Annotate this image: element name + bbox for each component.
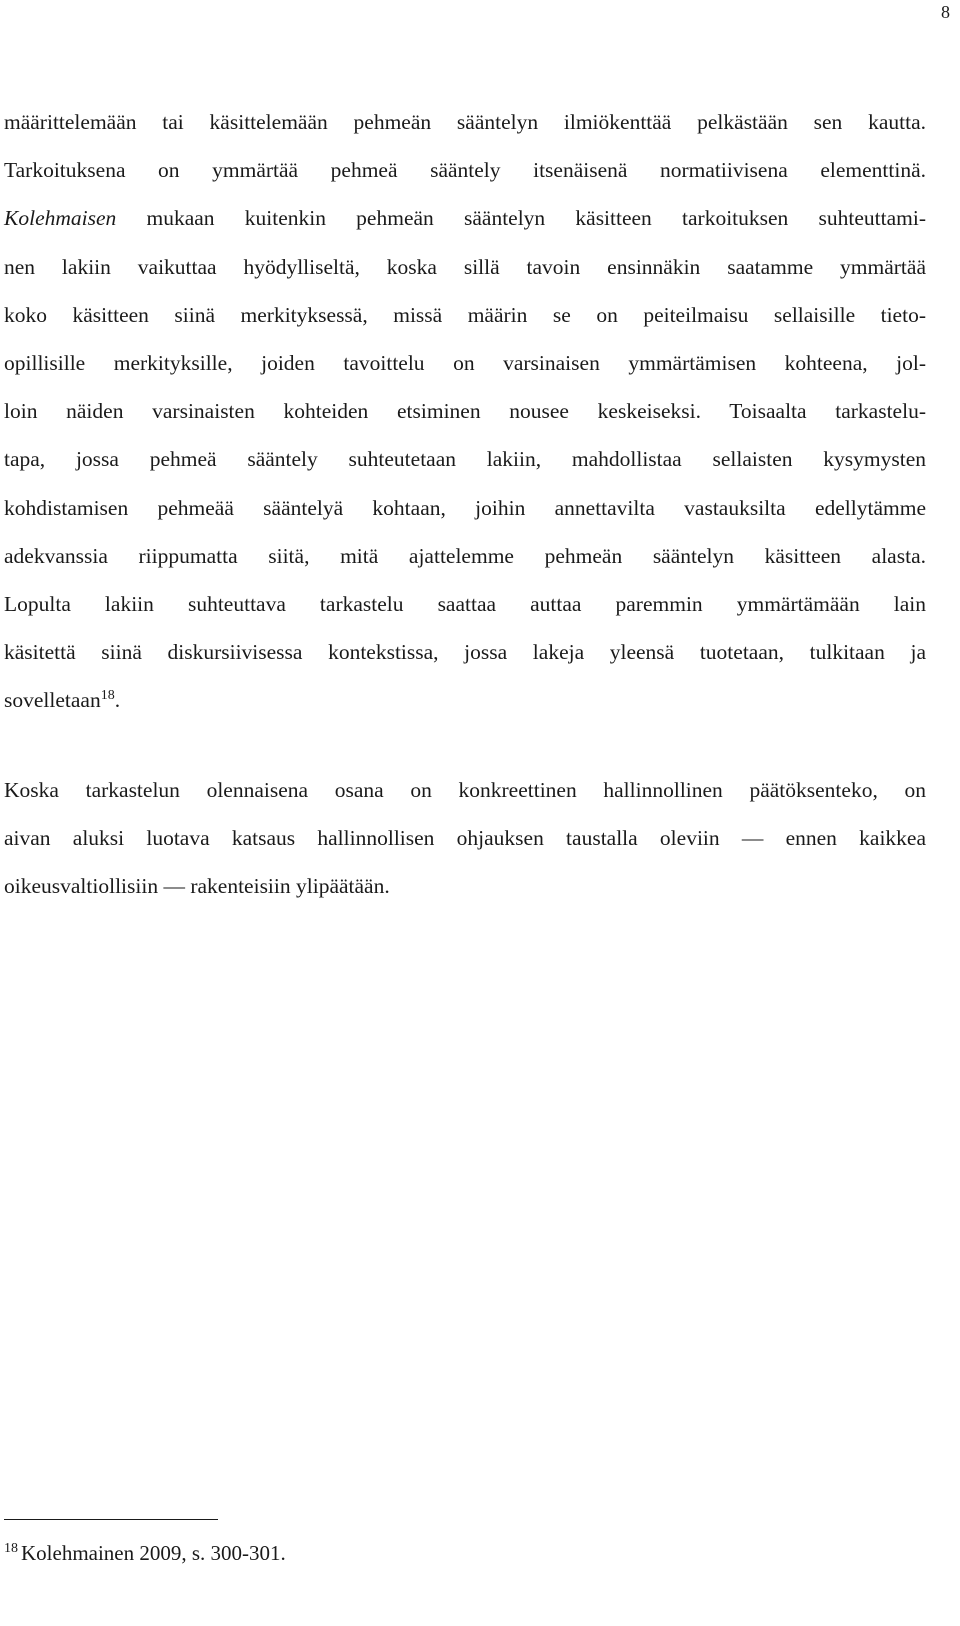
last-word: sovelletaan bbox=[4, 688, 101, 713]
text-line-rest: mukaan kuitenkin pehmeän sääntelyn käsitteen tarkoituksen suhteuttami- bbox=[116, 206, 926, 231]
footnote bbox=[4, 1538, 286, 1572]
text-line: määrittelemään tai käsittelemään pehmeän sääntelyn ilmiökenttää pelkästään sen kautta. bbox=[4, 110, 926, 134]
text-line: käsitettä siinä diskursiivisessa kontekstissa, jossa lakeja yleensä tuotetaan, tulkitaan ja bbox=[4, 640, 926, 665]
text-line: nen lakiin vaikuttaa hyödylliseltä, koska sillä tavoin ensinnäkin saatamme ymmärtää bbox=[4, 254, 926, 279]
text-line: koko käsitteen siinä merkityksessä, missä määrin se on peiteilmaisu sellaisille tieto- bbox=[4, 302, 926, 327]
text-line: kohdistamisen pehmeää sääntelyä kohtaan, joihin annettavilta vastauksilta edellytämme bbox=[4, 495, 926, 520]
text-line: Koska tarkastelun olennaisena osana on konkreettinen hallinnollinen päätöksenteko, on bbox=[4, 778, 926, 802]
body-paragraph-1 bbox=[4, 98, 926, 724]
text-line: tapa, jossa pehmeä sääntely suhteutetaan lakiin, mahdollistaa sellaisten kysymysten bbox=[4, 447, 926, 472]
text-line: oikeusvaltiollisiin — rakenteisiin ylipäätään. bbox=[4, 874, 390, 899]
text-line: adekvanssia riippumatta siitä, mitä ajattelemme pehmeän sääntelyn käsitteen alasta. bbox=[4, 543, 926, 568]
text-line bbox=[4, 194, 926, 242]
text-line: Tarkoituksena on ymmärtää pehmeä sääntely itsenäisenä normatiivisena elementtinä. bbox=[4, 158, 926, 183]
text-line: opillisille merkityksille, joiden tavoittelu on varsinaisen ymmärtämisen kohteena, jol- bbox=[4, 350, 926, 375]
body-paragraph-2 bbox=[4, 766, 926, 911]
footnote-text: Kolehmainen 2009, s. 300-301. bbox=[21, 1541, 286, 1565]
period: . bbox=[114, 688, 121, 713]
page-number: 8 bbox=[941, 2, 950, 22]
text-line: aivan aluksi luotava katsaus hallinnollisen ohjauksen taustalla oleviin — ennen kaikkea bbox=[4, 826, 926, 851]
text-line: Lopulta lakiin suhteuttava tarkastelu saattaa auttaa paremmin ymmärtämään lain bbox=[4, 591, 926, 616]
footnote-divider bbox=[4, 1519, 218, 1520]
footnote-reference[interactable]: 18 bbox=[100, 688, 115, 704]
footnote-number: 18 bbox=[4, 1541, 18, 1556]
text-line: loin näiden varsinaisten kohteiden etsiminen nousee keskeiseksi. Toisaalta tarkastelu- bbox=[4, 399, 926, 424]
text-line bbox=[4, 676, 926, 724]
author-name-italic: Kolehmaisen bbox=[4, 206, 117, 231]
